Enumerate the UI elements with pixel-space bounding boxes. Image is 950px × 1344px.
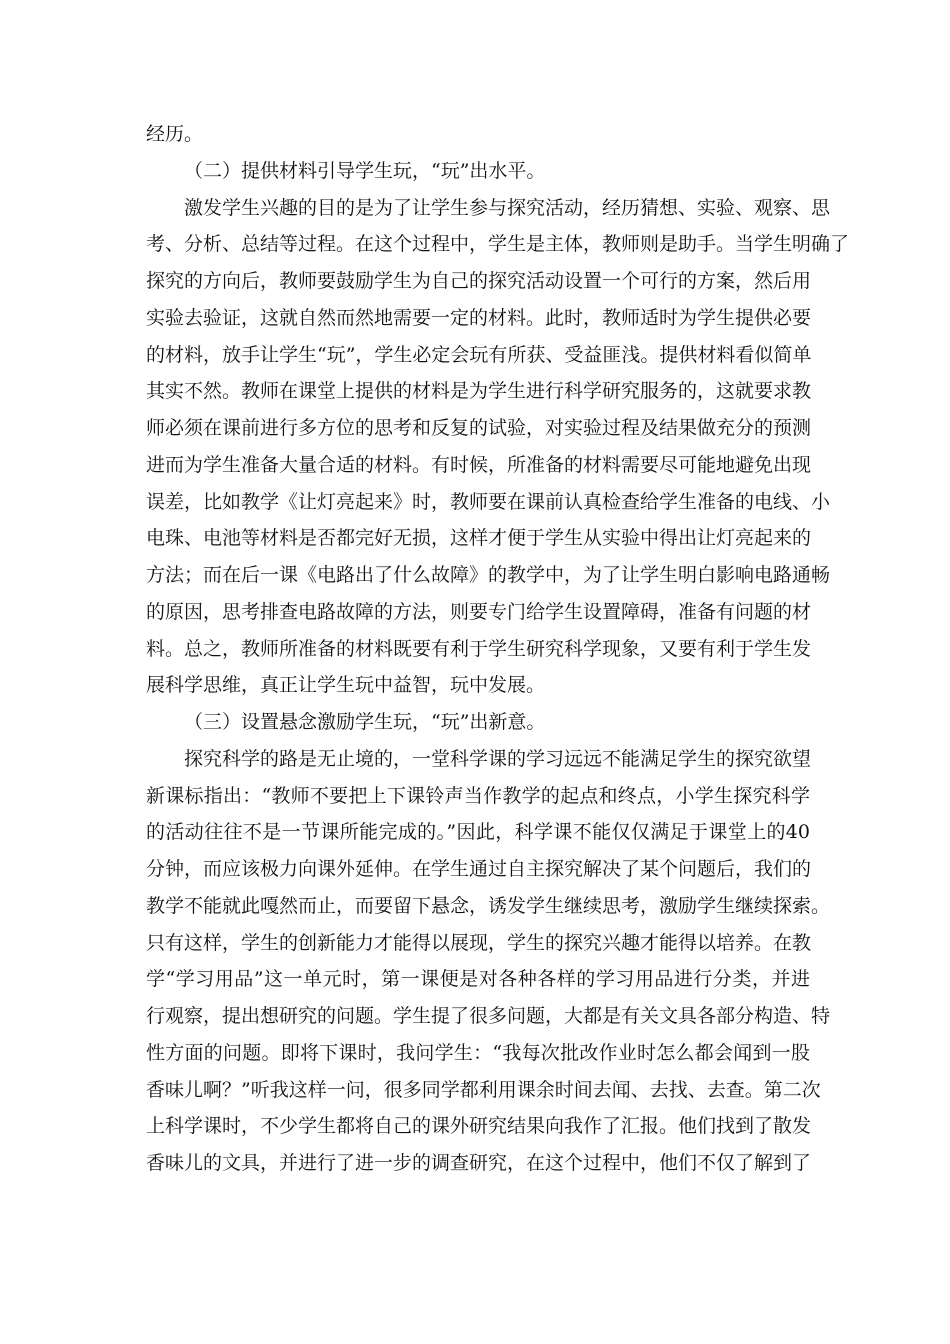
text-line: 教学不能就此嘎然而止，而要留下悬念，诱发学生继续思考，激励学生继续探索。 — [146, 894, 831, 917]
text-line: 性方面的问题。即将下课时，我问学生：“我每次批改作业时怎么都会闻到一股 — [146, 1041, 810, 1064]
text-line: 只有这样，学生的创新能力才能得以展现，学生的探究兴趣才能得以培养。在教 — [146, 931, 812, 954]
text-line: 误差，比如教学《让灯亮起来》时，教师要在课前认真检查给学生准备的电线、小 — [146, 490, 831, 513]
text-line: 其实不然。教师在课堂上提供的材料是为学生进行科学研究服务的，这就要求教 — [146, 380, 812, 403]
text-line: 探究的方向后，教师要鼓励学生为自己的探究活动设置一个可行的方案，然后用 — [146, 270, 812, 292]
text-line: 香味儿的文具，并进行了进一步的调查研究，在这个过程中，他们不仅了解到了 — [146, 1152, 812, 1174]
text-line: 方法；而在后一课《电路出了什么故障》的教学中，为了让学生明白影响电路通畅 — [146, 564, 831, 586]
text-line: 实验去验证，这就自然而然地需要一定的材料。此时，教师适时为学生提供必要 — [146, 306, 812, 329]
text-line: 激发学生兴趣的目的是为了让学生参与探究活动，经历猜想、实验、观察、思 — [184, 196, 831, 219]
document-body — [146, 116, 850, 1182]
text-line: 学“学习用品”这一单元时，第一课便是对各种各样的学习用品进行分类，并进 — [146, 968, 810, 991]
text-line: 料。总之，教师所准备的材料既要有利于学生研究科学现象，又要有利于学生发 — [146, 637, 812, 660]
text-line: 经历。 — [146, 123, 204, 145]
section-heading-3: （三）设置悬念激励学生玩，“玩”出新意。 — [184, 711, 546, 733]
text-line: 分钟，而应该极力向课外延伸。在学生通过自主探究解决了某个问题后，我们的 — [146, 858, 812, 880]
text-line: 进而为学生准备大量合适的材料。有时候，所准备的材料需要尽可能地避免出现 — [146, 453, 812, 476]
text-line: 师必须在课前进行多方位的思考和反复的试验，对实验过程及结果做充分的预测 — [146, 417, 812, 439]
text-line: 行观察，提出想研究的问题。学生提了很多问题，大都是有关文具各部分构造、特 — [146, 1005, 831, 1027]
text-line: 电珠、电池等材料是否都完好无损，这样才便于学生从实验中得出让灯亮起来的 — [146, 527, 812, 550]
text-line: 的原因，思考排查电路故障的方法，则要专门给学生设置障碍，准备有问题的材 — [146, 600, 812, 623]
text-line: 的活动往往不是一节课所能完成的。”因此，科学课不能仅仅满足于课堂上的40 — [146, 821, 810, 844]
text-line: 上科学课时，不少学生都将自己的课外研究结果向我作了汇报。他们找到了散发 — [146, 1115, 812, 1138]
text-line: 展科学思维，真正让学生玩中益智，玩中发展。 — [146, 674, 546, 697]
text-line: 的材料，放手让学生“玩”，学生必定会玩有所获、受益匪浅。提供材料看似简单 — [146, 343, 812, 366]
text-line: 探究科学的路是无止境的，一堂科学课的学习远远不能满足学生的探究欲望 — [184, 747, 812, 770]
text-line: 考、分析、总结等过程。在这个过程中，学生是主体，教师则是助手。当学生明确了 — [146, 233, 850, 256]
section-heading-2: （二）提供材料引导学生玩，“玩”出水平。 — [184, 159, 546, 182]
text-line: 新课标指出：“教师不要把上下课铃声当作教学的起点和终点，小学生探究科学 — [146, 784, 810, 807]
text-line: 香味儿啊？”听我这样一问，很多同学都利用课余时间去闻、去找、去查。第二次 — [146, 1078, 821, 1101]
